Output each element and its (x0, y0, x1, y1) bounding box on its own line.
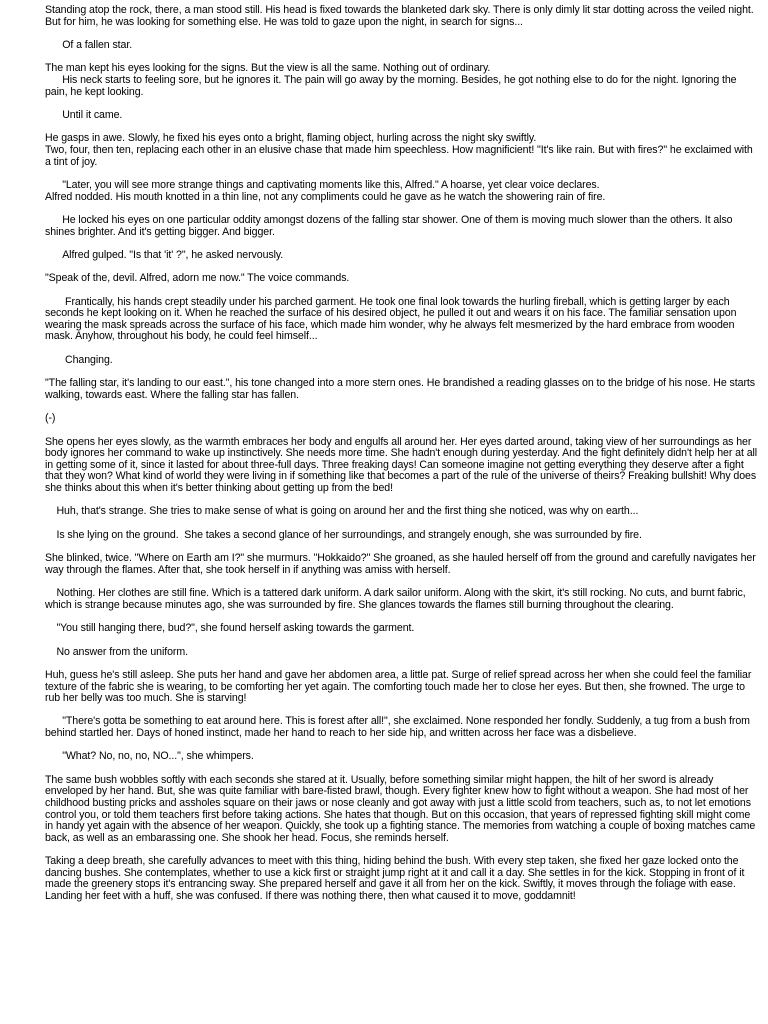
story-paragraph: Huh, guess he's still asleep. She puts her hand and gave her abdomen area, a little pat. Surge of relief spread across her when she could feel the familiar texture of the fabric she is wearing, to be comforting her yet again. The comforting touch made her to close her eyes. But then, she frowned. The urge to rub her belly was too much. She is starving! (45, 668, 755, 705)
story-paragraph: She opens her eyes slowly, as the warmth embraces her body and engulfs all around her. Her eyes darted around, taking view of her surroundings as her body ignores her command to wake up instinctively. She needs more time. She hadn't enough during yesterday. And the fight definitely didn't help her at all in getting some of it, since it lasted for about three-full days. Three freaking days! Can someone imagine not getting everything they deserve after a fight that they won? What kind of world they were living in if something like that becomes a part of the rule of the universe of theirs? Freaking bullshit! Why does she thinks about this when it's better thinking about getting up from the bed! (45, 435, 760, 494)
story-paragraph: Changing. (45, 353, 113, 366)
story-paragraph: Alfred gulped. "Is that 'it' ?", he asked nervously. (45, 248, 284, 261)
story-paragraph: "What? No, no, no, NO...", she whimpers. (45, 750, 254, 763)
story-paragraph: "Later, you will see more strange things and captivating moments like this, Alfred." A hoarse, yet clear voice declares. (45, 178, 600, 191)
story-paragraph: The same bush wobbles softly with each seconds she stared at it. Usually, before something similar might happen, the hilt of her sword is already enveloped by her hand. But, she was quite familiar with bare-fisted brawl, though. Every fighter knew how to fight without a weapon. She had most of her childhood busting pricks and assholes square on their jaws or nose cleanly and got away with just a little scold from teachers, such as, to not let emotions control you, or told them teachers first before taking actions. She hates that though. But on this occasion, that years of repressed fighting skill might come in handy yet again with the absence of her weapon. Quickly, she took up a fighting stance. The memories from watching a couple of boxing matches came back, as well as an embarassing one. She shook her head. Focus, she reminds herself. (45, 773, 759, 844)
story-paragraph: "There's gotta be something to eat around here. This is forest after all!", she exclaimed. None responded her fondly. Suddenly, a tug from a bush from behind startled her. Days of honed instinct, made her hand to reach to her side hip, and written across her face was a disbelieve. (45, 715, 753, 740)
story-paragraph: Taking a deep breath, she carefully advances to meet with this thing, hiding behind the bush. With every step taken, she fixed her gaze locked onto the dancing bushes. She contemplates, whether to use a kick first or straight jump right at it and call it a day. She settles in for the kick. Stopping in front of it made the greenery stops it's entrancing sway. She prepared herself and gave it all from her on the kick. Swiftly, it moves through the foliage with ease. Landing her feet with a huff, she was confused. If there was nothing there, then what caused it to move, goddamnit! (45, 855, 748, 902)
story-paragraph: He gasps in awe. Slowly, he fixed his eyes onto a bright, flaming object, hurling across the night sky swiftly. (45, 132, 537, 145)
story-paragraph: Standing atop the rock, there, a man stood still. His head is fixed towards the blanketed dark sky. There is only dimly lit star dotting across the veiled night. But for him, he was looking for something else. He was told to gaze upon the night, in search for signs... (45, 4, 757, 28)
story-paragraph: The man kept his eyes looking for the signs. But the view is all the same. Nothing out of ordinary. (45, 62, 491, 75)
story-paragraph: He locked his eyes on one particular oddity amongst dozens of the falling star shower. One of them is moving much slower than the others. It also shines brighter. And it's getting bigger. And bigger. (45, 213, 736, 238)
story-paragraph: Is she lying on the ground. She takes a second glance of her surroundings, and strangely enough, she was surrounded by fire. (45, 528, 642, 541)
story-paragraph: "You still hanging there, bud?", she found herself asking towards the garment. (45, 622, 415, 635)
story-paragraph: Of a fallen star. (45, 38, 133, 51)
story-paragraph: "The falling star, it's landing to our east.", his tone changed into a more stern ones. He brandished a reading glasses on to the bridge of his nose. He starts walking, towards east. Where the falling star has fallen. (45, 377, 758, 401)
story-paragraph: Frantically, his hands crept steadily under his parched garment. He took one final look towards the hurling fireball, which is getting larger by each seconds he kept looking on it. When he reached the surface of his desired object, he pulled it out and wears it on his face. The familiar sensation upon wearing the mask spreads across the surface of his face, which made him wonder, why he always felt mesmerized by the hard embrace from wooden mask. Anyhow, throughout his body, he could feel himself... (45, 295, 740, 343)
story-paragraph: "Speak of the, devil. Alfred, adorn me now." The voice commands. (45, 272, 350, 285)
story-paragraph: Alfred nodded. His mouth knotted in a thin line, not any compliments could he gave as he watch the showering rain of fire. (45, 190, 606, 203)
story-paragraph: Two, four, then ten, replacing each other in an elusive chase that made him speechless. How magnificient! "It's like rain. But with fires?" he exclaimed with a tint of joy. (45, 143, 756, 168)
story-paragraph: Until it came. (45, 108, 123, 121)
story-paragraph: (-) (45, 412, 56, 425)
story-paragraph: Huh, that's strange. She tries to make sense of what is going on around her and the first thing she noticed, was why on earth... (45, 505, 639, 518)
story-paragraph: No answer from the uniform. (45, 645, 188, 658)
story-paragraph: Nothing. Her clothes are still fine. Which is a tattered dark uniform. A dark sailor uniform. Along with the skirt, it's still rocking. No cuts, and burnt fabric, which is strange because minutes ago, she was surrounded by fire. She glances towards the flames still burning throughout the clearing. (45, 587, 749, 611)
story-page (45, 5, 759, 903)
story-paragraph: She blinked, twice. "Where on Earth am I?" she murmurs. "Hokkaido?" She groaned, as she hauled herself off from the ground and carefully navigates her way through the flames. After that, she took herself in if anything was amiss with herself. (45, 552, 759, 576)
story-paragraph: His neck starts to feeling sore, but he ignores it. The pain will go away by the morning. Besides, he got nothing else to do for the night. Ignoring the pain, he kept looking. (45, 73, 740, 98)
